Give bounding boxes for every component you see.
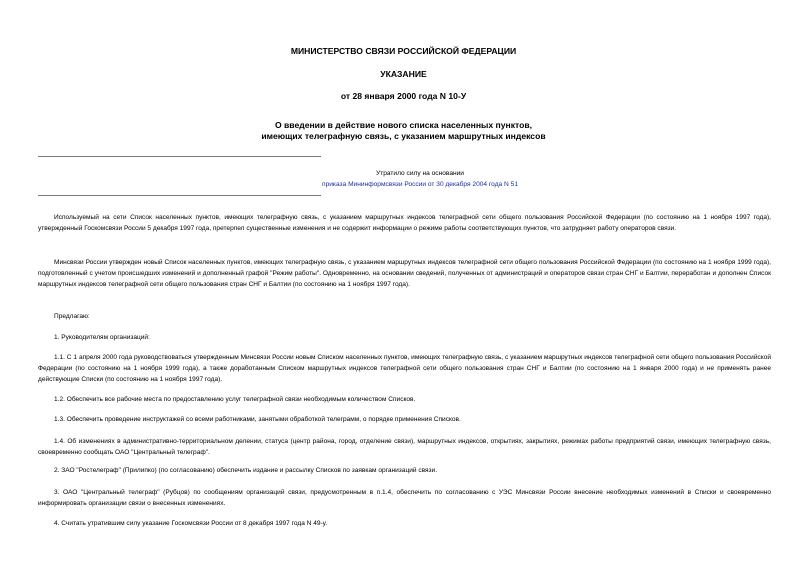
item-4: 4. Считать утратившим силу указание Госкомсвязи России от 8 декабря 1997 года N 49-у. [54, 520, 328, 527]
title-line-2: имеющих телеграфную связь, с указанием маршрутных индексов [261, 131, 546, 141]
date-number-line: от 28 января 2000 года N 10-У [340, 91, 467, 101]
repeal-note: Утратило силу на основании [376, 170, 464, 177]
paragraph-1: Используемый на сети Список населенных пунктов, имеющих телеграфную связь, с указанием маршрутных индексов телеграфной сети общего пользования Российской Федерации (по состоянию на 1 ноября 1997 года), утвержденный Госкомсвязи России 5 декабря 1997 года, претерпел существенные изменения и не содержит информации о режиме работы соответствующих пунктов, что затрудняет работу операторов связи. [38, 214, 771, 232]
item-1-3: 1.3. Обеспечить проведение инструктажей со всеми работниками, занятыми обработкой телеграмм, о порядке применения Списков. [54, 416, 461, 423]
item-2: 2. ЗАО "Ростелеграф" (Прилипко) (по согласованию) обеспечить издание и рассылку Списков по заявкам организаций связи. [54, 467, 438, 474]
propose-line: Предлагаю: [54, 313, 90, 320]
item-1-2: 1.2. Обеспечить все рабочие места по предоставлению услуг телеграфной связи необходимым количеством Списков. [54, 396, 416, 403]
title-line-1: О введении в действие нового списка населенных пунктов, [274, 120, 533, 130]
paragraph-2: Минсвязи России утвержден новый Список населенных пунктов, имеющих телеграфную связь, с указанием маршрутных индексов телеграфной сети общего пользования Российской Федерации (по состоянию на 1 ноября 1999 года), подготовленный с учетом происшедших изменений и дополненный графой "Режим работы". Одновременно, на основании сведений, полученных от администраций и операторов связи стран СНГ и Балтии, переработан и дополнен Список маршрутных индексов телеграфной сети общего пользования стран СНГ и Балтии (по состоянию на 1 ноября 1997 года). [38, 259, 771, 288]
repeal-order-link[interactable]: приказа Мининформсвязи России от 30 декабря 2004 года N 51 [322, 181, 518, 188]
doc-type-heading: УКАЗАНИЕ [380, 69, 427, 79]
item-1: 1. Руководителям организаций: [54, 334, 150, 341]
divider-top [38, 156, 321, 157]
item-3: 3. ОАО "Центральный телеграф" (Рубцов) по сообщениям организаций связи, предусмотренным в п.1.4, обеспечить по согласованию с УЭС Минсвязи России внесение необходимых изменений в Списки и своевременно информировать организации связи о внесенных изменениях. [38, 489, 771, 507]
item-1-1: 1.1. С 1 апреля 2000 года руководствоваться утвержденным Минсвязи России новым Списком населенных пунктов, имеющих телеграфную связь, с указанием маршрутных индексов телеграфной сети общего пользования Российской Федерации (по состоянию на 1 ноября 1999 года), а также доработанным Списком маршрутных индексов телеграфной сети общего пользования стран СНГ и Балтии (по состоянию на 1 января 2000 года) и не применять ранее действующие Списки (по состоянию на 1 ноября 1997 года). [38, 354, 771, 383]
divider-bottom [38, 195, 321, 196]
ministry-heading: МИНИСТЕРСТВО СВЯЗИ РОССИЙСКОЙ ФЕДЕРАЦИИ [290, 46, 517, 56]
item-1-4: 1.4. Об изменениях в административно-территориальном делении, статуса (центр района, город, отделение связи), маршрутных индексов, открытиях, закрытиях, режимах работы предприятий связи, имеющих телеграфную связь, своевременно сообщать ОАО "Центральный телеграф". [38, 438, 771, 456]
